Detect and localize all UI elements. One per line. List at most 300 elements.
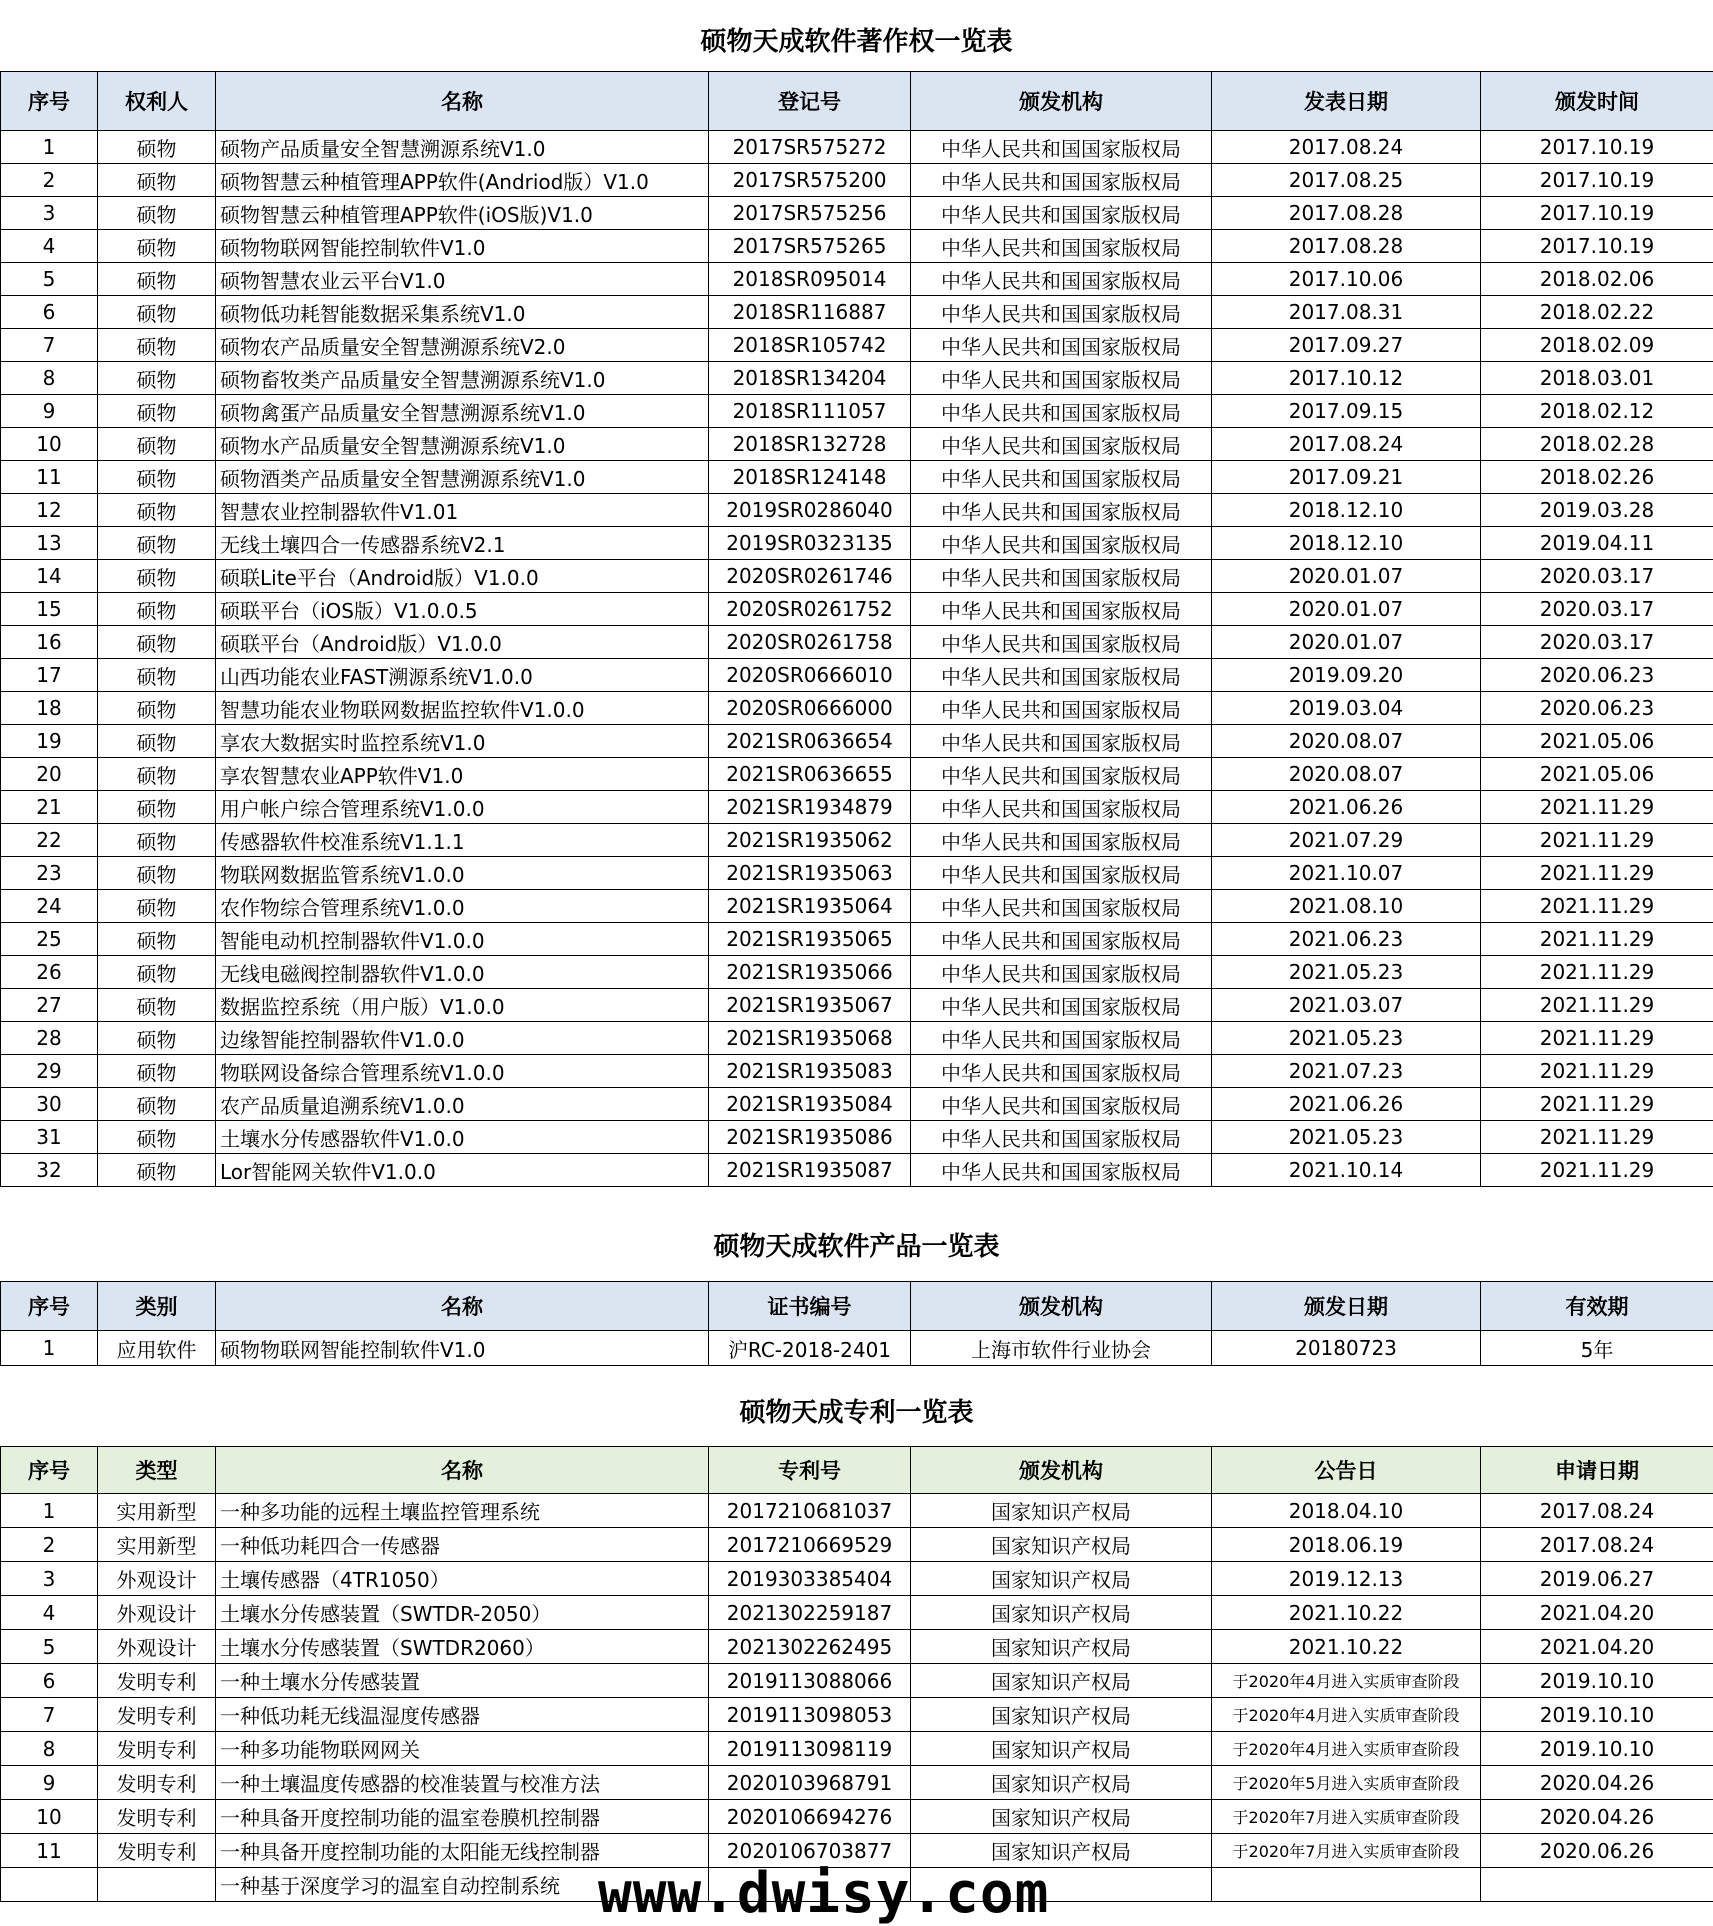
table-cell: 2019SR0286040 — [709, 494, 911, 527]
table-cell: 发明专利 — [98, 1834, 216, 1868]
table-cell: 2021.07.23 — [1212, 1055, 1481, 1088]
table-cell: 2021.11.29 — [1481, 923, 1713, 956]
table-cell: 硕物 — [98, 461, 216, 494]
table-cell: 2021302259187 — [709, 1596, 911, 1630]
table-cell: 硕物 — [98, 329, 216, 362]
table-cell: 实用新型 — [98, 1528, 216, 1562]
table-cell: 中华人民共和国国家版权局 — [911, 131, 1212, 164]
column-header: 颁发机构 — [911, 72, 1212, 131]
table-cell: 2017.08.24 — [1212, 131, 1481, 164]
table-cell: 于2020年5月进入实质审查阶段 — [1212, 1766, 1481, 1800]
table-cell: 2021SR1935065 — [709, 923, 911, 956]
products-table — [0, 1281, 1713, 1366]
table-cell: 于2020年7月进入实质审查阶段 — [1212, 1834, 1481, 1868]
table-cell: 2021.11.29 — [1481, 1154, 1713, 1187]
table-cell: 享农大数据实时监控系统V1.0 — [216, 725, 709, 758]
table-cell: 8 — [1, 1732, 98, 1766]
table-cell: 2021SR1935086 — [709, 1121, 911, 1154]
table-cell: 5 — [1, 1630, 98, 1664]
table-cell: 2021.11.29 — [1481, 890, 1713, 923]
table-cell: 一种多功能的远程土壤监控管理系统 — [216, 1494, 709, 1528]
table-cell: 土壤水分传感装置（SWTDR-2050） — [216, 1596, 709, 1630]
table-cell: 10 — [1, 428, 98, 461]
table-cell: 2017.08.24 — [1212, 428, 1481, 461]
column-header: 序号 — [1, 72, 98, 131]
table-row — [1, 164, 1713, 197]
table-cell: 中华人民共和国国家版权局 — [911, 263, 1212, 296]
table-cell: 硕物 — [98, 1121, 216, 1154]
table-cell: 2019.06.27 — [1481, 1562, 1713, 1596]
table-cell: 国家知识产权局 — [911, 1698, 1212, 1732]
table-cell: 10 — [1, 1800, 98, 1834]
table-cell: 2021.03.07 — [1212, 989, 1481, 1022]
table-cell: 2020103968791 — [709, 1766, 911, 1800]
table-cell: 9 — [1, 1766, 98, 1800]
table-cell: 硕物水产品质量安全智慧溯源系统V1.0 — [216, 428, 709, 461]
table-cell: 2019.03.28 — [1481, 494, 1713, 527]
table-cell: 2021.05.23 — [1212, 1121, 1481, 1154]
table-row — [1, 1664, 1713, 1698]
table-cell: 发明专利 — [98, 1732, 216, 1766]
table-cell: 2021.05.23 — [1212, 956, 1481, 989]
table-cell: 2019.09.20 — [1212, 659, 1481, 692]
column-header: 类型 — [98, 1447, 216, 1494]
table-cell: 2018SR111057 — [709, 395, 911, 428]
table-cell: 2017.08.31 — [1212, 296, 1481, 329]
table-cell: 2019113098053 — [709, 1698, 911, 1732]
table-cell: Lor智能网关软件V1.0.0 — [216, 1154, 709, 1187]
table-cell: 2021SR1934879 — [709, 791, 911, 824]
table-cell: 硕物 — [98, 626, 216, 659]
table-cell: 硕物 — [98, 296, 216, 329]
patents-table — [0, 1446, 1713, 1902]
table-cell: 国家知识产权局 — [911, 1800, 1212, 1834]
table-cell: 国家知识产权局 — [911, 1630, 1212, 1664]
table-row — [1, 527, 1713, 560]
table-cell: 用户帐户综合管理系统V1.0.0 — [216, 791, 709, 824]
table-cell: 2017.08.24 — [1481, 1528, 1713, 1562]
table-cell: 物联网数据监管系统V1.0.0 — [216, 857, 709, 890]
table-cell: 2018SR134204 — [709, 362, 911, 395]
table-cell: 硕物物联网智能控制软件V1.0 — [216, 230, 709, 263]
table-cell: 2017210669529 — [709, 1528, 911, 1562]
table-cell: 1 — [1, 131, 98, 164]
table-cell: 19 — [1, 725, 98, 758]
column-header: 申请日期 — [1481, 1447, 1713, 1494]
table-cell: 2020.04.26 — [1481, 1766, 1713, 1800]
table-cell: 2020106694276 — [709, 1800, 911, 1834]
table-cell: 2 — [1, 1528, 98, 1562]
table-row — [1, 131, 1713, 164]
table-cell: 无线土壤四合一传感器系统V2.1 — [216, 527, 709, 560]
table-cell: 硕物 — [98, 890, 216, 923]
table-cell: 2021.11.29 — [1481, 1121, 1713, 1154]
table-cell: 硕联平台（iOS版）V1.0.0.5 — [216, 593, 709, 626]
table-cell: 2019113088066 — [709, 1664, 911, 1698]
table-cell: 硕物 — [98, 989, 216, 1022]
table-cell: 2017.10.06 — [1212, 263, 1481, 296]
table-cell: 2021.05.23 — [1212, 1022, 1481, 1055]
column-header: 序号 — [1, 1447, 98, 1494]
table-cell: 2018.02.09 — [1481, 329, 1713, 362]
table-cell: 山西功能农业FAST溯源系统V1.0.0 — [216, 659, 709, 692]
column-header: 发表日期 — [1212, 72, 1481, 131]
table-cell: 数据监控系统（用户版）V1.0.0 — [216, 989, 709, 1022]
table-cell: 2019SR0323135 — [709, 527, 911, 560]
copyright-table — [0, 71, 1713, 1187]
patents-table-title: 硕物天成专利一览表 — [0, 1393, 1713, 1433]
table-cell: 11 — [1, 461, 98, 494]
table-row — [1, 1055, 1713, 1088]
table-cell: 硕物 — [98, 659, 216, 692]
table-cell: 硕物 — [98, 758, 216, 791]
table-row — [1, 230, 1713, 263]
table-cell: 实用新型 — [98, 1494, 216, 1528]
table-cell: 2021SR0636655 — [709, 758, 911, 791]
table-cell: 2019.10.10 — [1481, 1698, 1713, 1732]
table-cell: 2021SR1935084 — [709, 1088, 911, 1121]
table-cell: 中华人民共和国国家版权局 — [911, 230, 1212, 263]
table-cell: 沪RC-2018-2401 — [709, 1331, 911, 1366]
table-cell: 硕物 — [98, 593, 216, 626]
table-cell: 12 — [1, 494, 98, 527]
table-header-row — [1, 72, 1713, 131]
table-cell: 发明专利 — [98, 1698, 216, 1732]
table-cell: 2018.02.28 — [1481, 428, 1713, 461]
table-cell: 7 — [1, 1698, 98, 1732]
table-row — [1, 758, 1713, 791]
table-cell: 2021SR1935062 — [709, 824, 911, 857]
table-cell: 2020.06.26 — [1481, 1834, 1713, 1868]
table-cell: 2020.06.23 — [1481, 659, 1713, 692]
table-cell: 2017.08.24 — [1481, 1494, 1713, 1528]
table-cell: 国家知识产权局 — [911, 1834, 1212, 1868]
table-cell: 一种低功耗无线温湿度传感器 — [216, 1698, 709, 1732]
table-cell: 中华人民共和国国家版权局 — [911, 791, 1212, 824]
table-cell: 上海市软件行业协会 — [911, 1331, 1212, 1366]
table-cell: 中华人民共和国国家版权局 — [911, 1121, 1212, 1154]
table-cell: 26 — [1, 956, 98, 989]
table-cell: 2021.07.29 — [1212, 824, 1481, 857]
table-cell: 硕联平台（Android版）V1.0.0 — [216, 626, 709, 659]
table-cell: 2021.06.26 — [1212, 791, 1481, 824]
table-cell: 智能电动机控制器软件V1.0.0 — [216, 923, 709, 956]
table-cell: 2018.02.22 — [1481, 296, 1713, 329]
table-cell: 硕物 — [98, 923, 216, 956]
table-cell — [1, 1868, 98, 1902]
table-row — [1, 725, 1713, 758]
table-cell: 发明专利 — [98, 1766, 216, 1800]
table-cell: 2018.04.10 — [1212, 1494, 1481, 1528]
table-cell: 硕物 — [98, 395, 216, 428]
table-row — [1, 1562, 1713, 1596]
table-row — [1, 989, 1713, 1022]
table-row — [1, 1630, 1713, 1664]
table-cell: 发明专利 — [98, 1664, 216, 1698]
table-cell: 2021.06.26 — [1212, 1088, 1481, 1121]
table-cell: 物联网设备综合管理系统V1.0.0 — [216, 1055, 709, 1088]
table-cell: 硕物 — [98, 362, 216, 395]
table-cell: 土壤水分传感装置（SWTDR2060） — [216, 1630, 709, 1664]
table-row — [1, 857, 1713, 890]
table-cell: 2021.10.22 — [1212, 1596, 1481, 1630]
table-cell: 国家知识产权局 — [911, 1528, 1212, 1562]
table-cell: 2020.01.07 — [1212, 593, 1481, 626]
table-row — [1, 1766, 1713, 1800]
table-cell: 中华人民共和国国家版权局 — [911, 725, 1212, 758]
table-cell: 2019.03.04 — [1212, 692, 1481, 725]
table-row — [1, 923, 1713, 956]
table-cell: 2019303385404 — [709, 1562, 911, 1596]
table-cell: 中华人民共和国国家版权局 — [911, 164, 1212, 197]
table-cell: 硕物智慧云种植管理APP软件(iOS版)V1.0 — [216, 197, 709, 230]
table-cell: 23 — [1, 857, 98, 890]
table-cell: 2020SR0666010 — [709, 659, 911, 692]
table-cell: 2017210681037 — [709, 1494, 911, 1528]
table-cell: 硕物 — [98, 725, 216, 758]
table-cell: 32 — [1, 1154, 98, 1187]
table-cell: 中华人民共和国国家版权局 — [911, 593, 1212, 626]
table-cell: 2017.09.15 — [1212, 395, 1481, 428]
table-cell: 1 — [1, 1331, 98, 1366]
table-cell: 中华人民共和国国家版权局 — [911, 560, 1212, 593]
table-cell: 2017.10.19 — [1481, 164, 1713, 197]
column-header: 类别 — [98, 1282, 216, 1331]
table-cell: 2017.10.19 — [1481, 197, 1713, 230]
table-cell: 6 — [1, 1664, 98, 1698]
table-cell: 硕物农产品质量安全智慧溯源系统V2.0 — [216, 329, 709, 362]
table-cell: 1 — [1, 1494, 98, 1528]
table-cell: 20180723 — [1212, 1331, 1481, 1366]
table-cell: 2019.04.11 — [1481, 527, 1713, 560]
table-cell: 硕物 — [98, 560, 216, 593]
table-cell: 30 — [1, 1088, 98, 1121]
table-cell: 硕物 — [98, 428, 216, 461]
table-cell: 2018.02.12 — [1481, 395, 1713, 428]
table-cell: 2019.12.13 — [1212, 1562, 1481, 1596]
table-cell: 农作物综合管理系统V1.0.0 — [216, 890, 709, 923]
table-cell: 22 — [1, 824, 98, 857]
table-cell: 中华人民共和国国家版权局 — [911, 989, 1212, 1022]
table-cell: 硕物 — [98, 1022, 216, 1055]
table-cell: 7 — [1, 329, 98, 362]
table-cell: 2017SR575200 — [709, 164, 911, 197]
table-cell: 4 — [1, 230, 98, 263]
table-cell: 2021.11.29 — [1481, 989, 1713, 1022]
table-cell: 硕物 — [98, 230, 216, 263]
table-cell: 中华人民共和国国家版权局 — [911, 1022, 1212, 1055]
table-cell: 中华人民共和国国家版权局 — [911, 1088, 1212, 1121]
table-cell: 国家知识产权局 — [911, 1596, 1212, 1630]
table-cell: 智慧农业控制器软件V1.01 — [216, 494, 709, 527]
table-cell: 国家知识产权局 — [911, 1732, 1212, 1766]
table-cell: 2018SR095014 — [709, 263, 911, 296]
table-cell: 硕物智慧云种植管理APP软件(Andriod版）V1.0 — [216, 164, 709, 197]
table-row — [1, 1494, 1713, 1528]
table-cell: 2021.06.23 — [1212, 923, 1481, 956]
column-header: 公告日 — [1212, 1447, 1481, 1494]
table-cell: 2018.12.10 — [1212, 494, 1481, 527]
table-cell: 2017.10.12 — [1212, 362, 1481, 395]
table-cell: 2017SR575265 — [709, 230, 911, 263]
table-cell: 于2020年4月进入实质审查阶段 — [1212, 1698, 1481, 1732]
table-cell: 于2020年4月进入实质审查阶段 — [1212, 1732, 1481, 1766]
table-cell: 硕物 — [98, 824, 216, 857]
table-row — [1, 362, 1713, 395]
table-row — [1, 1154, 1713, 1187]
table-cell: 边缘智能控制器软件V1.0.0 — [216, 1022, 709, 1055]
column-header: 颁发日期 — [1212, 1282, 1481, 1331]
table-cell: 2018.03.01 — [1481, 362, 1713, 395]
table-cell: 14 — [1, 560, 98, 593]
column-header: 名称 — [216, 72, 709, 131]
table-cell: 21 — [1, 791, 98, 824]
table-cell: 2020SR0261746 — [709, 560, 911, 593]
column-header: 名称 — [216, 1447, 709, 1494]
table-cell: 智慧功能农业物联网数据监控软件V1.0.0 — [216, 692, 709, 725]
table-row — [1, 296, 1713, 329]
table-cell: 硕物 — [98, 263, 216, 296]
table-cell: 中华人民共和国国家版权局 — [911, 626, 1212, 659]
table-cell: 发明专利 — [98, 1800, 216, 1834]
table-cell: 17 — [1, 659, 98, 692]
table-cell: 硕联Lite平台（Android版）V1.0.0 — [216, 560, 709, 593]
table-cell: 2020.08.07 — [1212, 725, 1481, 758]
table-cell: 硕物 — [98, 1088, 216, 1121]
table-cell: 2017.10.19 — [1481, 131, 1713, 164]
table-cell: 中华人民共和国国家版权局 — [911, 824, 1212, 857]
column-header: 颁发机构 — [911, 1282, 1212, 1331]
table-cell: 2020.01.07 — [1212, 626, 1481, 659]
table-cell: 一种基于深度学习的温室自动控制系统 — [216, 1868, 709, 1902]
table-row — [1, 791, 1713, 824]
table-cell: 硕物 — [98, 857, 216, 890]
copyright-table-title: 硕物天成软件著作权一览表 — [0, 22, 1713, 62]
table-cell: 2021.11.29 — [1481, 791, 1713, 824]
table-cell: 中华人民共和国国家版权局 — [911, 956, 1212, 989]
table-row — [1, 494, 1713, 527]
table-cell: 享农智慧农业APP软件V1.0 — [216, 758, 709, 791]
table-cell: 2017.10.19 — [1481, 230, 1713, 263]
table-cell: 一种土壤水分传感装置 — [216, 1664, 709, 1698]
table-cell: 外观设计 — [98, 1630, 216, 1664]
table-cell: 28 — [1, 1022, 98, 1055]
table-cell: 3 — [1, 1562, 98, 1596]
table-cell: 31 — [1, 1121, 98, 1154]
table-row — [1, 329, 1713, 362]
table-cell: 9 — [1, 395, 98, 428]
column-header: 登记号 — [709, 72, 911, 131]
table-cell: 18 — [1, 692, 98, 725]
table-cell: 硕物 — [98, 1055, 216, 1088]
table-cell — [98, 1868, 216, 1902]
table-row — [1, 626, 1713, 659]
table-cell: 2018SR116887 — [709, 296, 911, 329]
table-cell: 国家知识产权局 — [911, 1664, 1212, 1698]
table-cell: 2020SR0261752 — [709, 593, 911, 626]
table-row — [1, 461, 1713, 494]
table-cell: 硕物低功耗智能数据采集系统V1.0 — [216, 296, 709, 329]
table-cell: 硕物 — [98, 1154, 216, 1187]
table-cell: 2021.11.29 — [1481, 857, 1713, 890]
column-header: 名称 — [216, 1282, 709, 1331]
table-cell: 2018SR132728 — [709, 428, 911, 461]
table-cell: 25 — [1, 923, 98, 956]
table-cell: 2021SR1935087 — [709, 1154, 911, 1187]
table-cell: 13 — [1, 527, 98, 560]
table-row — [1, 692, 1713, 725]
table-cell: 中华人民共和国国家版权局 — [911, 494, 1212, 527]
table-cell: 于2020年4月进入实质审查阶段 — [1212, 1664, 1481, 1698]
table-cell: 2020SR0261758 — [709, 626, 911, 659]
table-cell: 2017SR575256 — [709, 197, 911, 230]
table-cell: 中华人民共和国国家版权局 — [911, 329, 1212, 362]
table-cell: 2020.01.07 — [1212, 560, 1481, 593]
table-row — [1, 1528, 1713, 1562]
table-cell: 硕物 — [98, 791, 216, 824]
table-cell: 中华人民共和国国家版权局 — [911, 428, 1212, 461]
column-header: 专利号 — [709, 1447, 911, 1494]
table-cell: 2017.08.25 — [1212, 164, 1481, 197]
table-cell: 2020.03.17 — [1481, 593, 1713, 626]
table-cell: 2019.10.10 — [1481, 1732, 1713, 1766]
watermark: www.dwisy.com — [598, 1866, 1049, 1922]
table-cell: 硕物酒类产品质量安全智慧溯源系统V1.0 — [216, 461, 709, 494]
table-cell: 2021.10.07 — [1212, 857, 1481, 890]
table-header-row — [1, 1282, 1713, 1331]
table-cell: 于2020年7月进入实质审查阶段 — [1212, 1800, 1481, 1834]
table-cell: 2 — [1, 164, 98, 197]
table-cell: 2021SR0636654 — [709, 725, 911, 758]
table-cell: 4 — [1, 1596, 98, 1630]
column-header: 证书编号 — [709, 1282, 911, 1331]
table-row — [1, 593, 1713, 626]
table-cell: 2017.08.28 — [1212, 230, 1481, 263]
table-cell: 2021SR1935064 — [709, 890, 911, 923]
table-row — [1, 956, 1713, 989]
table-cell: 2017.09.21 — [1212, 461, 1481, 494]
table-cell: 2018.06.19 — [1212, 1528, 1481, 1562]
table-cell: 2018.02.26 — [1481, 461, 1713, 494]
table-cell: 11 — [1, 1834, 98, 1868]
table-cell: 中华人民共和国国家版权局 — [911, 923, 1212, 956]
table-cell: 24 — [1, 890, 98, 923]
table-cell: 国家知识产权局 — [911, 1562, 1212, 1596]
column-header: 颁发机构 — [911, 1447, 1212, 1494]
table-cell: 2018.12.10 — [1212, 527, 1481, 560]
table-cell: 2021SR1935083 — [709, 1055, 911, 1088]
table-cell: 3 — [1, 197, 98, 230]
table-cell: 2021.11.29 — [1481, 1022, 1713, 1055]
table-row — [1, 1022, 1713, 1055]
table-cell: 2019113098119 — [709, 1732, 911, 1766]
table-cell: 中华人民共和国国家版权局 — [911, 296, 1212, 329]
table-cell: 2021.04.20 — [1481, 1630, 1713, 1664]
table-cell: 2021.05.06 — [1481, 758, 1713, 791]
table-cell: 2018SR124148 — [709, 461, 911, 494]
table-cell: 一种土壤温度传感器的校准装置与校准方法 — [216, 1766, 709, 1800]
table-cell: 应用软件 — [98, 1331, 216, 1366]
table-cell: 2017SR575272 — [709, 131, 911, 164]
table-cell: 2020.03.17 — [1481, 626, 1713, 659]
table-cell: 中华人民共和国国家版权局 — [911, 659, 1212, 692]
table-row — [1, 1732, 1713, 1766]
table-cell: 27 — [1, 989, 98, 1022]
table-cell: 外观设计 — [98, 1562, 216, 1596]
table-cell: 无线电磁阀控制器软件V1.0.0 — [216, 956, 709, 989]
table-cell: 2019.10.10 — [1481, 1664, 1713, 1698]
table-cell: 中华人民共和国国家版权局 — [911, 362, 1212, 395]
